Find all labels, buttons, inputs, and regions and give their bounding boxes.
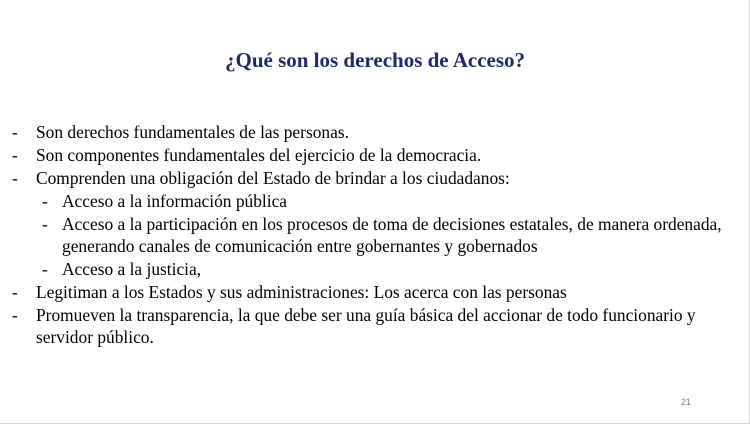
bullet-text: Legitiman a los Estados y sus administraciones: Los acerca con las personas — [36, 282, 567, 302]
bullet-marker: - — [12, 168, 18, 188]
bullet-marker: - — [42, 259, 48, 279]
bullet-text: Son derechos fundamentales de las personas. — [36, 122, 349, 142]
bullet-marker: - — [12, 122, 18, 142]
bullet-marker: - — [12, 305, 18, 325]
bullet-text: Comprenden una obligación del Estado de brindar a los ciudadanos: — [36, 168, 510, 188]
bullet-text: Acceso a la participación en los procesos de toma de decisiones estatales, de manera ordenada, generando canales de comunicación entre gobernantes y gobernados — [62, 214, 722, 256]
bullet-marker: - — [12, 145, 18, 165]
bullet-marker: - — [42, 214, 48, 234]
bullet-item — [12, 167, 732, 189]
page-number: 21 — [680, 397, 691, 407]
bullet-item — [12, 304, 732, 348]
bullet-text: Promueven la transparencia, la que debe ser una guía básica del accionar de todo funcionario y servidor público. — [36, 305, 696, 347]
bullet-item — [12, 144, 732, 166]
slide-title: ¿Qué son los derechos de Acceso? — [224, 48, 526, 72]
bullet-item — [12, 121, 732, 143]
bullet-text: Acceso a la justicia, — [62, 259, 202, 279]
bullet-marker: - — [42, 191, 48, 211]
sub-bullet-item — [12, 213, 732, 257]
bullet-item — [12, 281, 732, 303]
bullet-text: Acceso a la información pública — [62, 191, 288, 211]
sub-bullet-item — [12, 190, 732, 212]
bullet-text: Son componentes fundamentales del ejercicio de la democracia. — [36, 145, 482, 165]
sub-bullet-item — [12, 258, 732, 280]
bullet-marker: - — [12, 282, 18, 302]
bullet-list — [12, 121, 732, 349]
